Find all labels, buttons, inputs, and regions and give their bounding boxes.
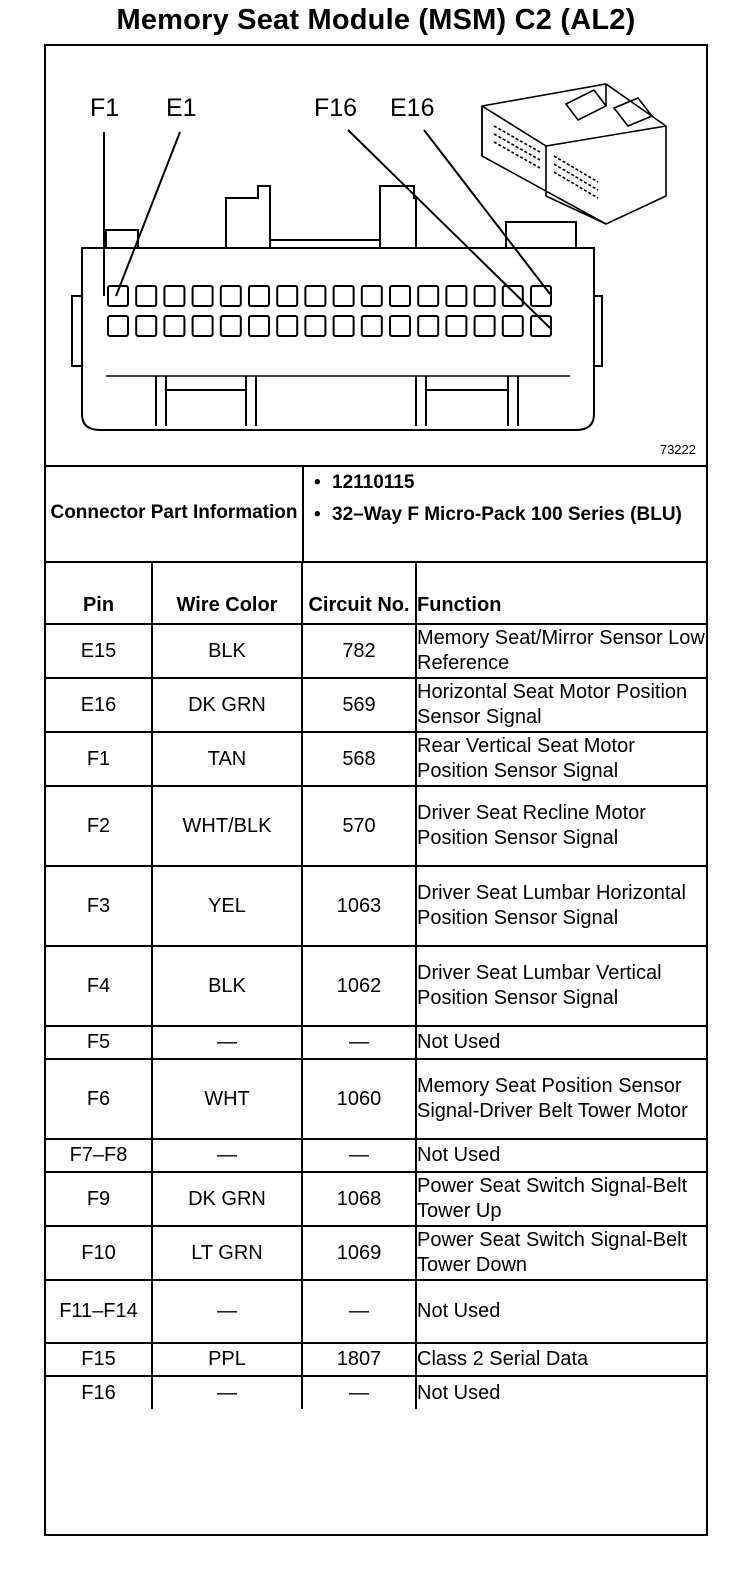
header-function: Function [416, 561, 706, 624]
cell-wire-color: — [152, 1376, 302, 1409]
table-row [46, 1172, 706, 1226]
cell-circuit: 1060 [302, 1059, 416, 1139]
cell-function: Power Seat Switch Signal-Belt Tower Up [416, 1172, 706, 1226]
cell-pin: F3 [46, 866, 152, 946]
cell-circuit: 782 [302, 624, 416, 678]
leader-f16 [348, 130, 550, 328]
cavity-f11 [390, 316, 410, 336]
cavity-f5 [221, 316, 241, 336]
cpi-part-number: • 12110115 [304, 471, 704, 495]
pin-table [46, 561, 706, 1409]
cell-pin: F7–F8 [46, 1139, 152, 1172]
cell-circuit: — [302, 1280, 416, 1343]
table-row [46, 866, 706, 946]
lock-tower-right [380, 186, 416, 248]
cell-pin: F1 [46, 732, 152, 786]
cell-wire-color: WHT/BLK [152, 786, 302, 866]
cell-wire-color: PPL [152, 1343, 302, 1376]
table-row [46, 1226, 706, 1280]
table-row [46, 624, 706, 678]
cell-pin: F11–F14 [46, 1280, 152, 1343]
table-row [46, 786, 706, 866]
cavity-e3 [164, 286, 184, 306]
cell-circuit: — [302, 1376, 416, 1409]
cavity-e6 [249, 286, 269, 306]
connector-rib-left [106, 230, 138, 248]
cavity-e5 [221, 286, 241, 306]
cavity-e13 [446, 286, 466, 306]
cell-circuit: 1062 [302, 946, 416, 1026]
cavity-e15 [503, 286, 523, 306]
cell-function: Memory Seat Position Sensor Signal-Driver Belt Tower Motor [416, 1059, 706, 1139]
cell-pin: E16 [46, 678, 152, 732]
figure-number: 73222 [659, 442, 696, 457]
cell-function: Rear Vertical Seat Motor Position Sensor Signal [416, 732, 706, 786]
label-e1: E1 [166, 94, 197, 122]
cell-function: Power Seat Switch Signal-Belt Tower Down [416, 1226, 706, 1280]
connector-diagram [46, 46, 706, 467]
connector-latch-right [594, 296, 602, 366]
table-row [46, 1139, 706, 1172]
cell-pin: F6 [46, 1059, 152, 1139]
connector-sheet [44, 44, 708, 1536]
cell-pin: F2 [46, 786, 152, 866]
cell-pin: F5 [46, 1026, 152, 1059]
table-row [46, 732, 706, 786]
cell-wire-color: BLK [152, 624, 302, 678]
cell-wire-color: — [152, 1280, 302, 1343]
cell-wire-color: LT GRN [152, 1226, 302, 1280]
header-circuit-no: Circuit No. [302, 561, 416, 624]
cavity-f12 [418, 316, 438, 336]
leader-e1 [116, 132, 180, 296]
cavity-e4 [193, 286, 213, 306]
cavity-e14 [475, 286, 495, 306]
lock-tower-left [226, 186, 270, 248]
header-wire-color: Wire Color [152, 561, 302, 624]
cavity-e11 [390, 286, 410, 306]
cell-circuit: 568 [302, 732, 416, 786]
cell-circuit: 1063 [302, 866, 416, 946]
cavity-e12 [418, 286, 438, 306]
table-row [46, 1343, 706, 1376]
connector-rib-right [506, 222, 576, 248]
cell-function: Driver Seat Recline Motor Position Sensor Signal [416, 786, 706, 866]
cell-function: Not Used [416, 1026, 706, 1059]
cell-wire-color: DK GRN [152, 678, 302, 732]
cell-wire-color: WHT [152, 1059, 302, 1139]
cavity-f6 [249, 316, 269, 336]
label-e16: E16 [390, 94, 435, 122]
cavity-f3 [164, 316, 184, 336]
lock-window-right [416, 376, 518, 426]
cavity-e2 [136, 286, 156, 306]
cavity-e10 [362, 286, 382, 306]
page-title: Memory Seat Module (MSM) C2 (AL2) [116, 4, 636, 36]
cell-circuit: 1069 [302, 1226, 416, 1280]
cavity-f8 [305, 316, 325, 336]
label-f1: F1 [90, 94, 120, 122]
cell-pin: F4 [46, 946, 152, 1026]
cavity-f15 [503, 316, 523, 336]
cell-circuit: — [302, 1026, 416, 1059]
table-row [46, 678, 706, 732]
cell-pin: E15 [46, 624, 152, 678]
connector-part-information [46, 465, 706, 563]
cell-circuit: — [302, 1139, 416, 1172]
connector-face-drawing [46, 46, 706, 465]
table-row [46, 1059, 706, 1139]
cell-circuit: 1068 [302, 1172, 416, 1226]
cell-pin: F16 [46, 1376, 152, 1409]
cavity-f7 [277, 316, 297, 336]
cell-function: Horizontal Seat Motor Position Sensor Signal [416, 678, 706, 732]
cavity-e8 [305, 286, 325, 306]
cavity-f9 [334, 316, 354, 336]
label-f16: F16 [314, 94, 358, 122]
cell-circuit: 1807 [302, 1343, 416, 1376]
table-row [46, 946, 706, 1026]
table-row [46, 1376, 706, 1409]
cell-function: Not Used [416, 1280, 706, 1343]
cavity-f2 [136, 316, 156, 336]
cpi-description: • 32–Way F Micro-Pack 100 Series (BLU) [304, 503, 704, 527]
lock-window-left [156, 376, 256, 426]
cpi-label: Connector Part Information [46, 465, 304, 561]
table-row [46, 1280, 706, 1343]
table-row [46, 1026, 706, 1059]
cavity-f4 [193, 316, 213, 336]
cell-wire-color: — [152, 1026, 302, 1059]
cavity-f13 [446, 316, 466, 336]
cell-function: Not Used [416, 1139, 706, 1172]
cell-function: Class 2 Serial Data [416, 1343, 706, 1376]
cell-wire-color: DK GRN [152, 1172, 302, 1226]
cavity-f10 [362, 316, 382, 336]
cavity-f14 [475, 316, 495, 336]
cell-circuit: 570 [302, 786, 416, 866]
cavity-f1 [108, 316, 128, 336]
cell-wire-color: YEL [152, 866, 302, 946]
cell-wire-color: — [152, 1139, 302, 1172]
cell-pin: F9 [46, 1172, 152, 1226]
header-pin: Pin [46, 561, 152, 624]
cell-wire-color: BLK [152, 946, 302, 1026]
cpi-values [304, 471, 704, 535]
cavity-e9 [334, 286, 354, 306]
cell-function: Driver Seat Lumbar Vertical Position Sensor Signal [416, 946, 706, 1026]
cell-pin: F10 [46, 1226, 152, 1280]
cell-pin: F15 [46, 1343, 152, 1376]
connector-latch-left [72, 296, 82, 366]
cell-function: Driver Seat Lumbar Horizontal Position Sensor Signal [416, 866, 706, 946]
cell-function: Not Used [416, 1376, 706, 1409]
cell-wire-color: TAN [152, 732, 302, 786]
cell-function: Memory Seat/Mirror Sensor Low Reference [416, 624, 706, 678]
cell-circuit: 569 [302, 678, 416, 732]
connector-housing-icon [482, 84, 666, 224]
cavity-e7 [277, 286, 297, 306]
cavity-e16 [531, 286, 551, 306]
